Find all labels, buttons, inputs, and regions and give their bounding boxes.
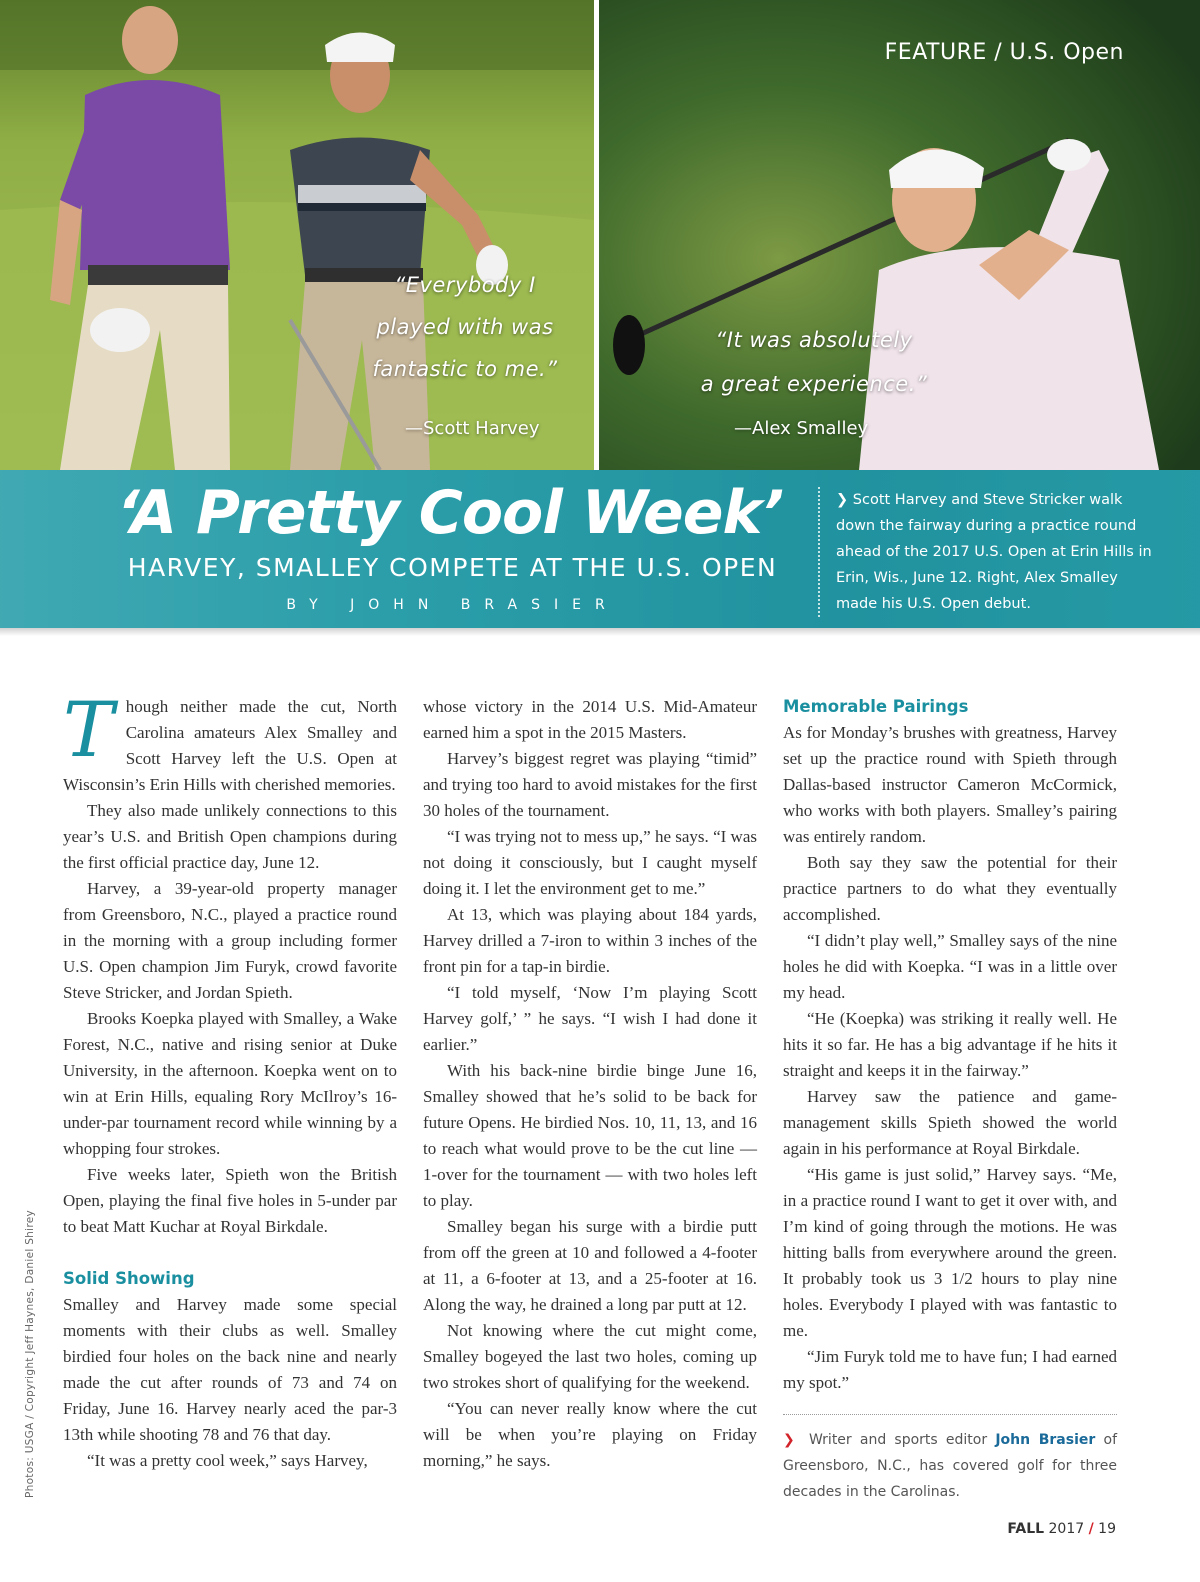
caption-text: Scott Harvey and Steve Stricker walk down the fairway during a practice round ahead of the 2017 U.S. Open at Erin Hills in Erin, Wis., June 12. Right, Alex Smalley made his U.S. Open debut. [836,492,1152,612]
caption-chevron-icon: ❯ [836,492,849,508]
quote-harvey-line: played with was [376,315,554,339]
paragraph: Harvey saw the patience and game-management skills Spieth showed the world again in his performance at Royal Birkdale. [783,1087,1117,1158]
folio-page-number: 19 [1098,1521,1116,1537]
article-title: ‘A Pretty Cool Week’ [116,478,784,548]
paragraph: As for Monday’s brushes with greatness, Harvey set up the practice round with Spieth through Dallas-based instructor Cameron McCormick, who works with both players. Smalley’s pairing was entirely random. [783,723,1117,846]
paragraph: Not knowing where the cut might come, Smalley bogeyed the last two holes, coming up two strokes short of qualifying for the weekend. [423,1321,757,1392]
paragraph: “I told myself, ‘Now I’m playing Scott Harvey golf,’ ” he says. “I wish I had done it earlier.” [423,983,757,1054]
paragraph: whose victory in the 2014 U.S. Mid-Amateur earned him a spot in the 2015 Masters. [423,697,757,742]
folio-slash: / [1088,1521,1094,1537]
quote-smalley-line: “It was absolutely [715,328,913,352]
bio-divider [783,1414,1117,1415]
paragraph: Harvey’s biggest regret was playing “timid” and trying too hard to avoid mistakes for the first 30 holes of the tournament. [423,749,757,820]
paragraph: Five weeks later, Spieth won the British Open, playing the final five holes in 5-under par to beat Matt Kuchar at Royal Birkdale. [63,1165,397,1236]
photo-smalley [599,0,1200,470]
paragraph: At 13, which was playing about 184 yards, Harvey drilled a 7-iron to within 3 inches of the front pin for a tap-in birdie. [423,905,757,976]
paragraph: With his back-nine birdie binge June 16, Smalley showed that he’s solid to be back for future Opens. He birdied Nos. 10, 11, 13, and 16 to reach what would prove to be the cut line — 1-over for the tournament — with two holes left to play. [423,1061,757,1210]
quote-harvey-line: fantastic to me.” [372,357,558,381]
subhead-memorable-pairings: Memorable Pairings [783,697,969,716]
bio-author-name: John Brasier [995,1432,1096,1448]
quote-harvey [360,264,570,390]
paragraph: “Jim Furyk told me to have fun; I had earned my spot.” [783,1347,1117,1392]
paragraph: Smalley began his surge with a birdie putt from off the green at 10 and followed a 4-footer at 11, a 6-footer at 13, and a 25-footer at 16. Along the way, he drained a long par putt at 12. [423,1217,757,1314]
article-column-1 [63,685,397,1474]
lead-paragraph [63,685,397,798]
harvey-stricker-illustration [0,0,594,470]
photo-harvey-stricker [0,0,594,470]
quote-harvey-line: “Everybody I [394,273,536,297]
bio-lead: Writer and sports editor [808,1432,988,1448]
section-label: FEATURE / U.S. Open [884,40,1124,65]
paragraph: “I was trying not to mess up,” he says. “I was not doing it consciously, but I caught myself doing it. I let the environment get to me.” [423,827,757,898]
quote-smalley-line: a great experience.” [700,372,928,396]
paragraph: “It was a pretty cool week,” says Harvey, [87,1451,368,1470]
folio-season: FALL [1007,1521,1045,1537]
photo-caption [818,487,1158,617]
paragraph: Harvey, a 39-year-old property manager from Greensboro, N.C., played a practice round in the morning with a group including former U.S. Open champion Jim Furyk, crowd favorite Steve Stricker, and Jordan Spieth. [63,879,397,1002]
paragraph: “His game is just solid,” Harvey says. “Me, in a practice round I want to get it over with, and I’m kind of going through the motions. He was hitting balls from everywhere around the green. It probably took us 3 1/2 hours to play nine holes. Everybody I played with was fantastic to me. [783,1165,1117,1340]
page-folio [1007,1521,1116,1537]
lead-paragraph-text: hough neither made the cut, North Carolina amateurs Alex Smalley and Scott Harvey left the U.S. Open at Wisconsin’s Erin Hills with cherished memories. [63,697,397,794]
quote-harvey-attribution: —Scott Harvey [405,418,540,439]
photo-credit: Photos: USGA / Copyright Jeff Haynes, Daniel Shirey [24,1209,36,1498]
paragraph: “I didn’t play well,” Smalley says of the nine holes he did with Koepka. “I was in a little over my head. [783,931,1117,1002]
article-column-3 [783,694,1117,1505]
hero-photos [0,0,1200,470]
article-byline: BY JOHN BRASIER [286,597,619,613]
paragraph: Smalley and Harvey made some special moments with their clubs as well. Smalley birdied four holes on the back nine and nearly made the cut after rounds of 73 and 74 on Friday, June 16. Harvey nearly aced the par-3 13th while shooting 78 and 76 that day. [63,1295,397,1444]
author-bio [783,1427,1117,1505]
quote-smalley-attribution: —Alex Smalley [734,418,869,439]
subhead-solid-showing: Solid Showing [63,1269,195,1288]
bio-chevron-icon: ❯ [783,1432,795,1448]
bio-rest: of Greensboro, N.C., has covered golf for three decades in the Carolinas. [783,1432,1118,1500]
quote-smalley [679,318,949,406]
drop-cap: T [63,685,114,774]
folio-year: 2017 [1048,1521,1085,1537]
title-band-shadow [0,628,1200,636]
article-column-2 [423,694,757,1474]
paragraph: “You can never really know where the cut will be when you’re playing on Friday morning,” he says. [423,1399,757,1470]
article-subtitle: HARVEY, SMALLEY COMPETE AT THE U.S. OPEN [127,553,778,582]
paragraph: “He (Koepka) was striking it really well. He hits it so far. He has a big advantage if he hits it straight and keeps it in the fairway.” [783,1009,1117,1080]
paragraph: They also made unlikely connections to this year’s U.S. and British Open champions during the first official practice day, June 12. [63,801,397,872]
paragraph: Brooks Koepka played with Smalley, a Wake Forest, N.C., native and rising senior at Duke University, in the afternoon. Koepka went on to win at Erin Hills, equaling Rory McIlroy’s 16-under-par tournament record while winning by a whopping four strokes. [63,1009,397,1158]
paragraph: Both say they saw the potential for their practice partners to do what they eventually accomplished. [783,853,1117,924]
